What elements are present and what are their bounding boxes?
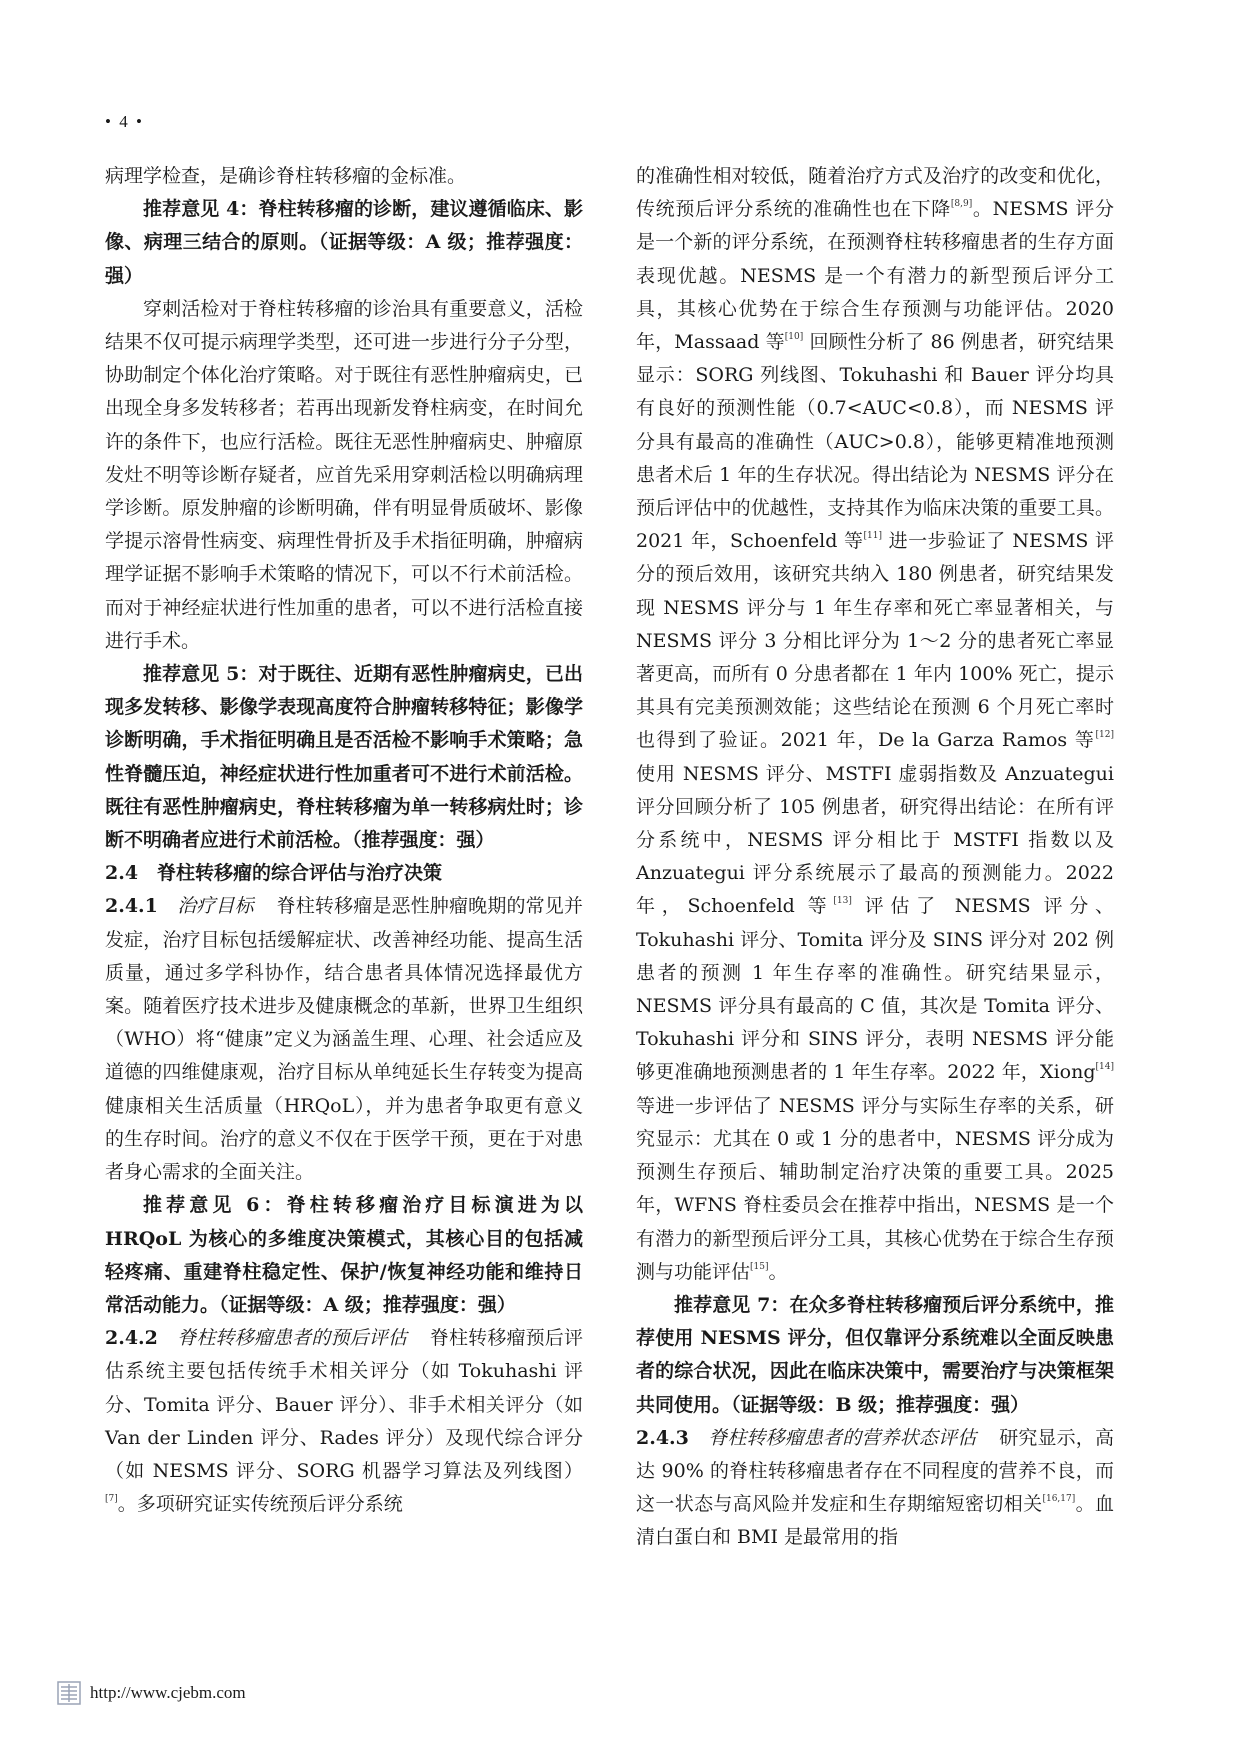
subsection-number: 2.4.2 — [105, 1327, 158, 1350]
citation: [7] — [105, 1494, 118, 1505]
recommendation-6: 推荐意见 6：脊柱转移瘤治疗目标演进为以 HRQoL 为核心的多维度决策模式，其核心目的包括减轻疼痛、重建脊柱稳定性、保护/恢复神经功能和维持日常活动能力。（证据等级：A 级；推荐强度：强） — [105, 1194, 583, 1316]
text-run: 评估了 NESMS 评分、Tokuhashi 评分、Tomita 评分及 SINS 评分对 202 例患者的预测 1 年生存率的准确性。研究结果显示，NESMS 评分具有最高的 C 值，其次是 Tomita 评分、Tokuhashi 评分和 SINS 评分，表明 NESMS 评分能够更准确地预测患者的 1 年生存率。2022 年，Xiong — [636, 895, 1114, 1084]
subsection-2-4-3 — [636, 1422, 1114, 1555]
journal-logo-icon — [56, 1680, 82, 1706]
citation: [12] — [1095, 730, 1114, 741]
subsection-2-4-1 — [105, 890, 583, 1189]
page-number: • 4 • — [105, 112, 144, 131]
recommendation-4: 推荐意见 4：脊柱转移瘤的诊断，建议遵循临床、影像、病理三结合的原则。（证据等级：A 级；推荐强度：强） — [105, 198, 583, 287]
body-text: 病理学检查，是确诊脊柱转移瘤的金标准。 — [105, 165, 467, 187]
citation: [8,9] — [950, 199, 973, 210]
subsection-title: 脊柱转移瘤患者的预后评估 — [177, 1327, 408, 1350]
subsection-number: 2.4.1 — [105, 895, 158, 918]
text-run: 的准确性相对较低，随着治疗方式及治疗的改变和优化，传统预后评分系统的准确性也在下降 — [636, 165, 1114, 221]
subsection-text-tail: 。血清白蛋白和 BMI 是最常用的指 — [636, 1493, 1114, 1549]
subsection-title: 治疗目标 — [177, 895, 254, 918]
recommendation-5: 推荐意见 5：对于既往、近期有恶性肿瘤病史，已出现多发转移、影像学表现高度符合肿瘤转移特征；影像学诊断明确，手术指征明确且是否活检不影响手术策略；急性脊髓压迫，神经症状进行性加重者可不进行术前活检。既往有恶性肿瘤病史，脊柱转移瘤为单一转移病灶时；诊断不明确者应进行术前活检。（推荐强度：强） — [105, 663, 583, 852]
citation: [14] — [1095, 1062, 1114, 1073]
page-footer — [56, 1680, 246, 1706]
text-run: 。 — [768, 1260, 788, 1283]
subsection-text: 脊柱转移瘤是恶性肿瘤晚期的常见并发症，治疗目标包括缓解症状、改善神经功能、提高生活质量，通过多学科协作，结合患者具体情况选择最优方案。随着医疗技术进步及健康概念的革新，世界卫生组织（WHO）将“健康”定义为涵盖生理、心理、社会适应及道德的四维健康观，治疗目标从单纯延长生存转变为提高健康相关生活质量（HRQoL），并为患者争取更有意义的生存时间。治疗的意义不仅在于医学干预，更在于对患者身心需求的全面关注。 — [105, 895, 583, 1184]
subsection-number: 2.4.3 — [636, 1426, 689, 1449]
citation: [11] — [863, 531, 882, 542]
subsection-text-tail: 。多项研究证实传统预后评分系统 — [117, 1493, 403, 1516]
subsection-title: 脊柱转移瘤患者的营养状态评估 — [708, 1426, 977, 1449]
text-run: 进一步验证了 NESMS 评分的预后效用，该研究共纳入 180 例患者，研究结果发现 NESMS 评分与 1 年生存率和死亡率显著相关，与 NESMS 评分 3 分相比评分为 1～2 分的患者死亡率显著更高，而所有 0 分患者都在 1 年内 100% 死亡，提示其具有完美预测效能；这些结论在预测 6 个月死亡率时也得到了验证。2021 年，De la Garza Ramos 等 — [636, 530, 1114, 752]
left-column — [105, 160, 583, 1521]
body-paragraph: 穿刺活检对于脊柱转移瘤的诊治具有重要意义，活检结果不仅可提示病理学类型，还可进一步进行分子分型，协助制定个体化治疗策略。对于既往有恶性肿瘤病史，已出现全身多发转移者；若再出现新发脊柱病变，在时间允许的条件下，也应行活检。既往无恶性肿瘤病史、肿瘤原发灶不明等诊断存疑者，应首先采用穿刺活检以明确病理学诊断。原发肿瘤的诊断明确，伴有明显骨质破坏、影像学提示溶骨性病变、病理性骨折及手术指征明确，肿瘤病理学证据不影响手术策略的情况下，可以不行术前活检。而对于神经症状进行性加重的患者，可以不进行活检直接进行手术。 — [105, 297, 583, 652]
section-heading-2-4: 2.4 脊柱转移瘤的综合评估与治疗决策 — [105, 862, 443, 885]
citation: [13] — [833, 896, 852, 907]
text-run: 等进一步评估了 NESMS 评分与实际生存率的关系，研究显示：尤其在 0 或 1 分的患者中，NESMS 评分成为预测生存预后、辅助制定治疗决策的重要工具。2025 年，WFNS 脊柱委员会在推荐中指出，NESMS 是一个有潜力的新型预后评分工具，其核心优势在于综合生存预测与功能评估 — [636, 1094, 1114, 1283]
text-run: 使用 NESMS 评分、MSTFI 虚弱指数及 Anzuategui 评分回顾分析了 105 例患者，研究得出结论：在所有评分系统中，NESMS 评分相比于 MSTFI 指数以及 Anzuategui 评分系统展示了最高的预测能力。2022 年，Schoenfeld 等 — [636, 762, 1114, 918]
text-run: 。NESMS 评分是一个新的评分系统，在预测脊柱转移瘤患者的生存方面表现优越。NESMS 是一个有潜力的新型预后评分工具，其核心优势在于综合生存预测与功能评估。2020 年，Massaad 等 — [636, 198, 1114, 354]
recommendation-7: 推荐意见 7：在众多脊柱转移瘤预后评分系统中，推荐使用 NESMS 评分，但仅靠评分系统难以全面反映患者的综合状况，因此在临床决策中，需要治疗与决策框架共同使用。（证据等级：B 级；推荐强度：强） — [636, 1293, 1114, 1416]
citation: [10] — [784, 332, 804, 343]
citation: [16,17] — [1042, 1494, 1076, 1505]
text-run: 回顾性分析了 86 例患者，研究结果显示：SORG 列线图、Tokuhashi 和 Bauer 评分均具有良好的预测性能（0.7<AUC<0.8），而 NESMS 评分具有最高的准确性（AUC>0.8），能够更精准地预测患者术后 1 年的生存状况。得出结论为 NESMS 评分在预后评估中的优越性，支持其作为临床决策的重要工具。2021 年，Schoenfeld 等 — [636, 331, 1114, 553]
journal-url-link[interactable]: http://www.cjebm.com — [90, 1683, 246, 1702]
right-column — [636, 160, 1114, 1555]
citation: [15] — [750, 1261, 769, 1272]
body-paragraph — [636, 160, 1114, 1289]
subsection-2-4-2 — [105, 1322, 583, 1521]
subsection-text: 脊柱转移瘤预后评估系统主要包括传统手术相关评分（如 Tokuhashi 评分、Tomita 评分、Bauer 评分）、非手术相关评分（如 Van der Linden 评分、Rades 评分）及现代综合评分（如 NESMS 评分、SORG 机器学习算法及列线图） — [105, 1327, 583, 1482]
subsection-text: 研究显示，高达 90% 的脊柱转移瘤患者存在不同程度的营养不良，而这一状态与高风险并发症和生存期缩短密切相关 — [636, 1426, 1114, 1516]
